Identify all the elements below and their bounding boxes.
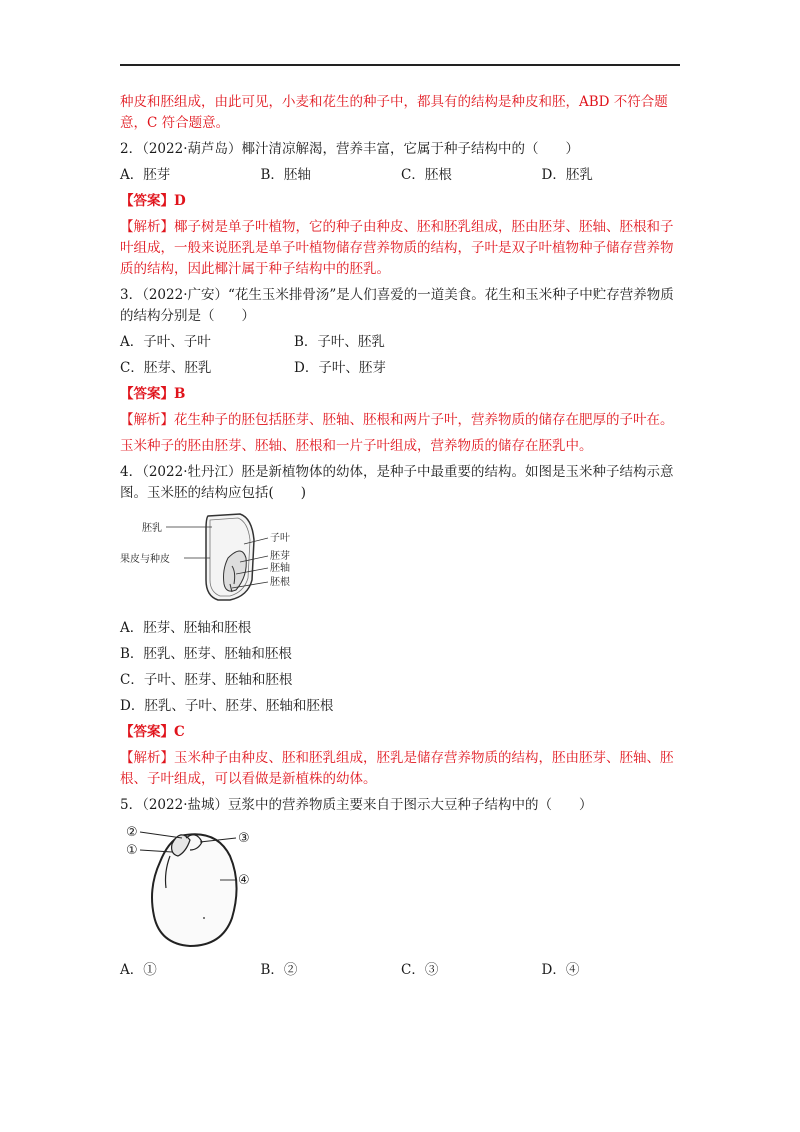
soybean-seed-diagram <box>120 822 260 952</box>
q4-option-a[interactable]: A．胚芽、胚轴和胚根 <box>120 620 252 636</box>
label-1: ① <box>126 843 138 858</box>
q2-option-a[interactable]: A．胚芽 <box>120 167 171 183</box>
q3-analysis-2: 玉米种子的胚由胚芽、胚轴、胚根和一片子叶组成，营养物质的储存在胚乳中。 <box>120 438 593 454</box>
q2-options <box>120 165 682 186</box>
q2-analysis: 【解析】椰子树是单子叶植物，它的种子由种皮、胚和胚乳组成，胚由胚芽、胚轴、胚根和子叶组成，一般来说胚乳是单子叶植物储存营养物质的结构，子叶是双子叶植物种子储存营养物质的结构，因此椰汁属于种子结构中的胚乳。 <box>120 219 674 277</box>
q5-option-b[interactable]: B．② <box>260 962 298 978</box>
q3-analysis-1: 【解析】花生种子的胚包括胚芽、胚轴、胚根和两片子叶，营养物质的储存在肥厚的子叶在。 <box>120 412 674 428</box>
corn-seed-figure <box>120 510 682 610</box>
label-pericarp: 果皮与种皮 <box>120 554 170 565</box>
q2-answer: 【答案】D <box>120 193 186 209</box>
q4-stem: 4．（2022·牡丹江）胚是新植物体的幼体，是种子中最重要的结构。如图是玉米种子结构示意图。玉米胚的结构应包括( ) <box>120 464 674 501</box>
q2-option-c[interactable]: C．胚根 <box>401 167 452 183</box>
q5-options <box>120 960 682 981</box>
q4-option-d[interactable]: D．胚乳、子叶、胚芽、胚轴和胚根 <box>120 698 334 714</box>
label-cotyledon: 子叶 <box>270 533 290 544</box>
label-3: ③ <box>238 831 250 846</box>
corn-seed-diagram <box>120 510 320 610</box>
q5-option-d[interactable]: D．④ <box>541 962 580 978</box>
label-radicle: 胚根 <box>270 577 290 588</box>
q5-option-a[interactable]: A．① <box>120 962 157 978</box>
q3-options-row1 <box>120 332 682 353</box>
q3-option-d[interactable]: D．子叶、胚芽 <box>294 360 386 376</box>
q2-stem: 2．（2022·葫芦岛）椰汁清凉解渴，营养丰富，它属于种子结构中的（ ） <box>120 141 579 157</box>
label-hypocotyl: 胚轴 <box>270 563 290 574</box>
q4-analysis: 【解析】玉米种子由种皮、胚和胚乳组成，胚乳是储存营养物质的结构，胚由胚芽、胚轴、胚根、子叶组成，可以看做是新植株的幼体。 <box>120 750 674 787</box>
soybean-seed-figure <box>120 822 682 952</box>
q3-option-c[interactable]: C．胚芽、胚乳 <box>120 360 212 376</box>
q2-option-b[interactable]: B．胚轴 <box>260 167 311 183</box>
q5-option-c[interactable]: C．③ <box>401 962 439 978</box>
document-body <box>120 92 682 986</box>
q3-option-b[interactable]: B．子叶、胚乳 <box>294 334 385 350</box>
q2-option-d[interactable]: D．胚乳 <box>541 167 593 183</box>
header-rule <box>120 64 680 66</box>
label-plumule: 胚芽 <box>270 551 290 562</box>
q4-option-c[interactable]: C．子叶、胚芽、胚轴和胚根 <box>120 672 293 688</box>
label-4: ④ <box>238 873 250 888</box>
q3-option-a[interactable]: A．子叶、子叶 <box>120 334 211 350</box>
q3-stem: 3．（2022·广安）“花生玉米排骨汤”是人们喜爱的一道美食。花生和玉米种子中贮存营养物质的结构分别是（ ） <box>120 287 674 324</box>
label-endosperm: 胚乳 <box>142 523 162 534</box>
analysis-continuation: 种皮和胚组成，由此可见，小麦和花生的种子中，都具有的结构是种皮和胚，ABD 不符合题意，C 符合题意。 <box>120 94 668 131</box>
q3-answer: 【答案】B <box>120 386 186 402</box>
q3-options-row2 <box>120 358 682 379</box>
q4-answer: 【答案】C <box>120 724 185 740</box>
q5-stem: 5．（2022·盐城）豆浆中的营养物质主要来自于图示大豆种子结构中的（ ） <box>120 797 593 813</box>
label-2: ② <box>126 825 138 840</box>
q4-option-b[interactable]: B．胚乳、胚芽、胚轴和胚根 <box>120 646 292 662</box>
